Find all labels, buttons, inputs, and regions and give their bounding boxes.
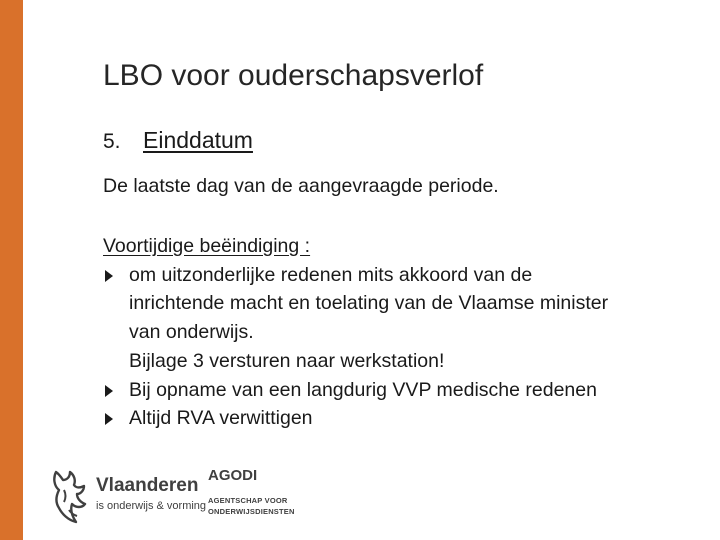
bullet-line: inrichtende macht en toelating van de Vlaamse minister — [129, 292, 609, 315]
bullet-item — [103, 404, 703, 433]
triangle-arrow-icon — [105, 385, 113, 397]
bullet-line: om uitzonderlijke redenen mits akkoord van de — [129, 263, 533, 286]
flemish-lion-icon — [50, 468, 90, 524]
bullet-item — [103, 376, 703, 405]
bullet-line: Bijlage 3 versturen naar werkstation! — [129, 349, 445, 372]
slide-title: LBO voor ouderschapsverlof — [103, 59, 484, 92]
vlaanderen-logo-text: Vlaanderen — [96, 475, 199, 496]
section-heading: Einddatum — [143, 127, 253, 153]
bullet-line: Altijd RVA verwittigen — [129, 407, 313, 430]
vlaanderen-tagline: is onderwijs & vorming — [96, 500, 207, 512]
footer-logos — [50, 462, 350, 532]
early-termination-block — [103, 232, 703, 433]
agodi-tagline-line1: AGENTSCHAP VOOR — [208, 496, 288, 505]
agodi-logo-text: AGODI — [208, 467, 258, 484]
section-header — [103, 124, 253, 158]
accent-stripe — [0, 0, 23, 540]
early-termination-label: Voortijdige beëindiging : — [103, 235, 311, 257]
bullet-line: van onderwijs. — [129, 321, 254, 344]
agodi-tagline-line2: ONDERWIJSDIENSTEN — [208, 507, 295, 516]
section-description: De laatste dag van de aangevraagde periode. — [103, 175, 499, 197]
bullet-list — [103, 261, 703, 433]
bullet-item — [103, 261, 703, 376]
triangle-arrow-icon — [105, 413, 113, 425]
bullet-line: Bij opname van een langdurig VVP medische redenen — [129, 378, 597, 401]
triangle-arrow-icon — [105, 270, 113, 282]
section-number: 5. — [103, 130, 121, 153]
